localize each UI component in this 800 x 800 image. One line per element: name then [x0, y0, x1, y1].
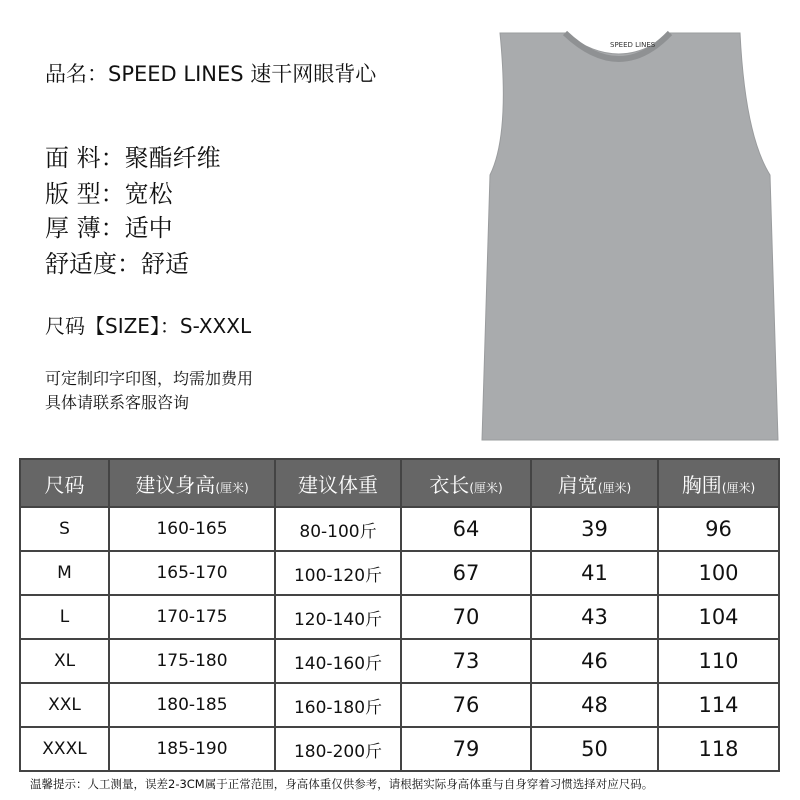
header-label: 胸围 [681, 472, 722, 497]
table-cell: 64 [401, 507, 531, 551]
table-row [20, 551, 779, 595]
table-cell: 185-190 [109, 727, 275, 771]
header-label: 建议身高 [135, 472, 216, 497]
table-cell: 43 [531, 595, 658, 639]
table-cell: 165-170 [109, 551, 275, 595]
column-header [109, 459, 275, 507]
column-header [275, 459, 401, 507]
table-cell: 100-120斤 [275, 551, 401, 595]
table-cell: 46 [531, 639, 658, 683]
spec-fabric: 面 料：聚酯纤维 [45, 144, 221, 172]
table-cell: 96 [658, 507, 779, 551]
table-cell: 170-175 [109, 595, 275, 639]
custom-note: 可定制印字印图，均需加费用 [45, 369, 254, 388]
column-header [401, 459, 531, 507]
table-cell: 41 [531, 551, 658, 595]
column-header [531, 459, 658, 507]
table-cell: 160-180斤 [275, 683, 401, 727]
spec-thickness: 厚 薄：适中 [45, 214, 173, 242]
table-cell: M [20, 551, 109, 595]
table-cell: 180-185 [109, 683, 275, 727]
table-cell: 67 [401, 551, 531, 595]
table-cell: 140-160斤 [275, 639, 401, 683]
table-cell: L [20, 595, 109, 639]
table-cell: 114 [658, 683, 779, 727]
header-unit: (厘米) [215, 480, 249, 495]
table-cell: 110 [658, 639, 779, 683]
table-cell: 160-165 [109, 507, 275, 551]
header-label: 建议体重 [298, 472, 378, 497]
table-cell: 48 [531, 683, 658, 727]
table-cell: 76 [401, 683, 531, 727]
table-cell: XXL [20, 683, 109, 727]
table-cell: 180-200斤 [275, 727, 401, 771]
size-range: 尺码【SIZE】：S-XXXL [45, 314, 252, 338]
table-row [20, 595, 779, 639]
table-cell: 73 [401, 639, 531, 683]
table-cell: 70 [401, 595, 531, 639]
table-row [20, 507, 779, 551]
table-cell: 100 [658, 551, 779, 595]
column-header [658, 459, 779, 507]
spec-fit: 版 型：宽松 [45, 180, 173, 208]
table-cell: 50 [531, 727, 658, 771]
header-unit: (厘米) [469, 480, 503, 495]
table-cell: 120-140斤 [275, 595, 401, 639]
table-cell: XL [20, 639, 109, 683]
table-cell: 80-100斤 [275, 507, 401, 551]
column-header [20, 459, 109, 507]
contact-note: 具体请联系客服咨询 [45, 393, 190, 412]
tank-top-image [470, 25, 790, 445]
header-label: 肩宽 [557, 472, 598, 497]
shirt-brand-label: SPEED LINES [610, 41, 656, 49]
table-cell: XXXL [20, 727, 109, 771]
table-cell: 39 [531, 507, 658, 551]
table-cell: 175-180 [109, 639, 275, 683]
header-label: 尺码 [44, 472, 85, 497]
table-row [20, 683, 779, 727]
table-row [20, 727, 779, 771]
footer-tip: 温馨提示：人工测量，误差2-3CM属于正常范围，身高体重仅供参考，请根据实际身高体重与自身穿着习惯选择对应尺码。 [30, 777, 654, 791]
header-unit: (厘米) [597, 480, 632, 495]
header-label: 衣长 [429, 472, 470, 497]
table-cell: S [20, 507, 109, 551]
header-unit: (厘米) [721, 480, 756, 495]
table-cell: 104 [658, 595, 779, 639]
size-table [19, 458, 780, 772]
spec-comfort: 舒适度：舒适 [45, 250, 189, 278]
table-row [20, 639, 779, 683]
product-name: 品名：SPEED LINES 速干网眼背心 [45, 62, 377, 86]
table-cell: 79 [401, 727, 531, 771]
table-cell: 118 [658, 727, 779, 771]
